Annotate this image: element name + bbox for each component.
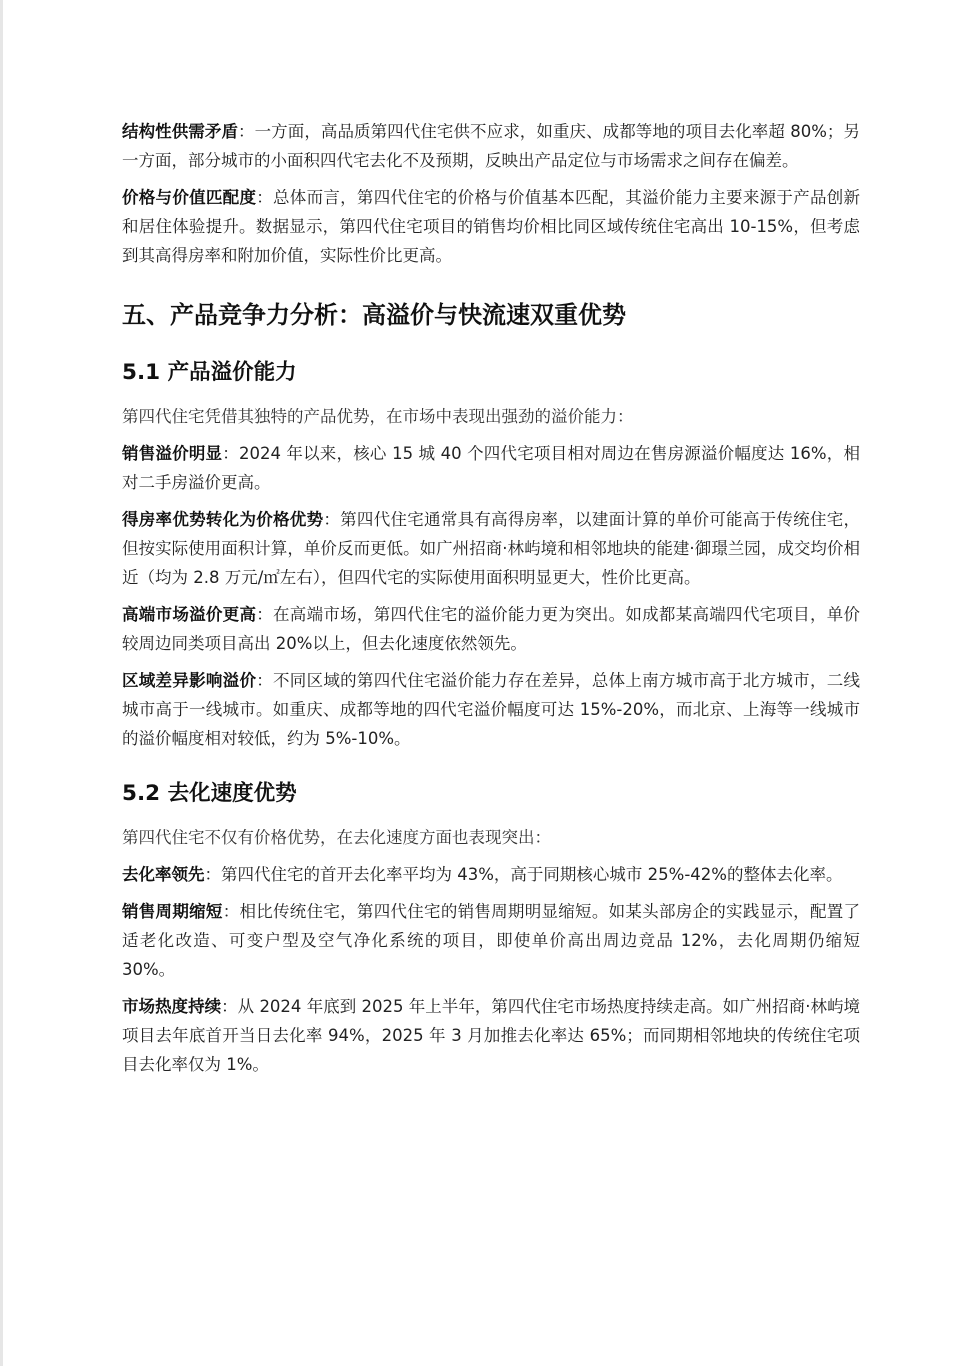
- paragraph-text: 相比传统住宅，第四代住宅的销售周期明显缩短。如某头部房企的实践显示，配置了适老化改造、可变户型及空气净化系统的项目，即使单价高出周边竞品 12%，去化周期仍缩短 30%。: [122, 902, 861, 979]
- paragraph-label: 得房率优势转化为价格优势: [122, 510, 324, 529]
- page-edge: [0, 0, 3, 1366]
- paragraph-price-value-match: 价格与价值匹配度：总体而言，第四代住宅的价格与价值基本匹配，其溢价能力主要来源于产品创新和居住体验提升。数据显示，第四代住宅项目的销售均价相比同区域传统住宅高出 10-15%，但考虑到其高得房率和附加价值，实际性价比更高。: [122, 188, 861, 265]
- paragraph-label: 市场热度持续: [122, 997, 222, 1016]
- subsection-heading-absorption: 5.2 去化速度优势: [122, 781, 297, 806]
- paragraph-label: 销售周期缩短: [122, 902, 223, 921]
- paragraph-market-heat: 市场热度持续：从 2024 年底到 2025 年上半年，第四代住宅市场热度持续走高。如广州招商·林屿境项目去年底首开当日去化率 94%，2025 年 3 月加推去化率达 65%；而同期相邻地块的传统住宅项目去化率仅为 1%。: [122, 997, 861, 1074]
- paragraph-text: 第四代住宅通常具有高得房率，以建面计算的单价可能高于传统住宅，但按实际使用面积计算，单价反而更低。如广州招商·林屿境和相邻地块的能建·御璟兰园，成交均价相近（均为 2.8 万元/㎡左右），但四代宅的实际使用面积明显更大，性价比更高。: [122, 510, 861, 587]
- paragraph-sales-cycle: 销售周期缩短：相比传统住宅，第四代住宅的销售周期明显缩短。如某头部房企的实践显示，配置了适老化改造、可变户型及空气净化系统的项目，即使单价高出周边竞品 12%，去化周期仍缩短 30%。: [122, 902, 861, 979]
- paragraph-usable-area-advantage: 得房率优势转化为价格优势：第四代住宅通常具有高得房率，以建面计算的单价可能高于传统住宅，但按实际使用面积计算，单价反而更低。如广州招商·林屿境和相邻地块的能建·御璟兰园，成交均价相近（均为 2.8 万元/㎡左右），但四代宅的实际使用面积明显更大，性价比更高。: [122, 510, 861, 587]
- paragraph-text: 一方面，高品质第四代住宅供不应求，如重庆、成都等地的项目去化率超 80%；另一方面，部分城市的小面积四代宅去化不及预期，反映出产品定位与市场需求之间存在偏差。: [122, 122, 861, 170]
- paragraph-text: 从 2024 年底到 2025 年上半年，第四代住宅市场热度持续走高。如广州招商·林屿境项目去年底首开当日去化率 94%，2025 年 3 月加推去化率达 65%；而同期相邻地块的传统住宅项目去化率仅为 1%。: [122, 997, 861, 1074]
- paragraph-regional-difference: 区域差异影响溢价：不同区域的第四代住宅溢价能力存在差异，总体上南方城市高于北方城市，二线城市高于一线城市。如重庆、成都等地的四代宅溢价幅度可达 15%-20%，而北京、上海等一线城市的溢价幅度相对较低，约为 5%-10%。: [122, 671, 861, 748]
- paragraph-text: 2024 年以来，核心 15 城 40 个四代宅项目相对周边在售房源溢价幅度达 16%，相对二手房溢价更高。: [122, 444, 861, 492]
- paragraph-label: 区域差异影响溢价: [122, 671, 257, 690]
- paragraph-label: 去化率领先: [122, 865, 205, 884]
- paragraph-sales-premium: 销售溢价明显：2024 年以来，核心 15 城 40 个四代宅项目相对周边在售房源溢价幅度达 16%，相对二手房溢价更高。: [122, 444, 861, 492]
- subsection-intro: 第四代住宅不仅有价格优势，在去化速度方面也表现突出：: [122, 828, 551, 847]
- subsection-heading-premium: 5.1 产品溢价能力: [122, 360, 297, 385]
- paragraph-text: 在高端市场，第四代住宅的溢价能力更为突出。如成都某高端四代宅项目，单价较周边同类项目高出 20%以上，但去化速度依然领先。: [122, 605, 861, 653]
- paragraph-label: 高端市场溢价更高: [122, 605, 257, 624]
- section-heading: 五、产品竞争力分析：高溢价与快流速双重优势: [122, 301, 626, 329]
- document-content: [122, 117, 860, 1087]
- paragraph-label: 销售溢价明显: [122, 444, 223, 463]
- subsection-intro: 第四代住宅凭借其独特的产品优势，在市场中表现出强劲的溢价能力：: [122, 407, 634, 426]
- paragraph-text: 不同区域的第四代住宅溢价能力存在差异，总体上南方城市高于北方城市，二线城市高于一线城市。如重庆、成都等地的四代宅溢价幅度可达 15%-20%，而北京、上海等一线城市的溢价幅度相对较低，约为 5%-10%。: [122, 671, 861, 748]
- paragraph-high-end-premium: 高端市场溢价更高：在高端市场，第四代住宅的溢价能力更为突出。如成都某高端四代宅项目，单价较周边同类项目高出 20%以上，但去化速度依然领先。: [122, 605, 861, 653]
- paragraph-structural-mismatch: 结构性供需矛盾：一方面，高品质第四代住宅供不应求，如重庆、成都等地的项目去化率超 80%；另一方面，部分城市的小面积四代宅去化不及预期，反映出产品定位与市场需求之间存在偏差。: [122, 122, 861, 170]
- paragraph-label: 价格与价值匹配度: [122, 188, 257, 207]
- paragraph-text: 第四代住宅的首开去化率平均为 43%，高于同期核心城市 25%-42%的整体去化率。: [221, 865, 843, 884]
- paragraph-absorption-lead: 去化率领先：第四代住宅的首开去化率平均为 43%，高于同期核心城市 25%-42%的整体去化率。: [122, 865, 843, 884]
- paragraph-label: 结构性供需矛盾: [122, 122, 239, 141]
- paragraph-text: 总体而言，第四代住宅的价格与价值基本匹配，其溢价能力主要来源于产品创新和居住体验提升。数据显示，第四代住宅项目的销售均价相比同区域传统住宅高出 10-15%，但考虑到其高得房率和附加价值，实际性价比更高。: [122, 188, 861, 265]
